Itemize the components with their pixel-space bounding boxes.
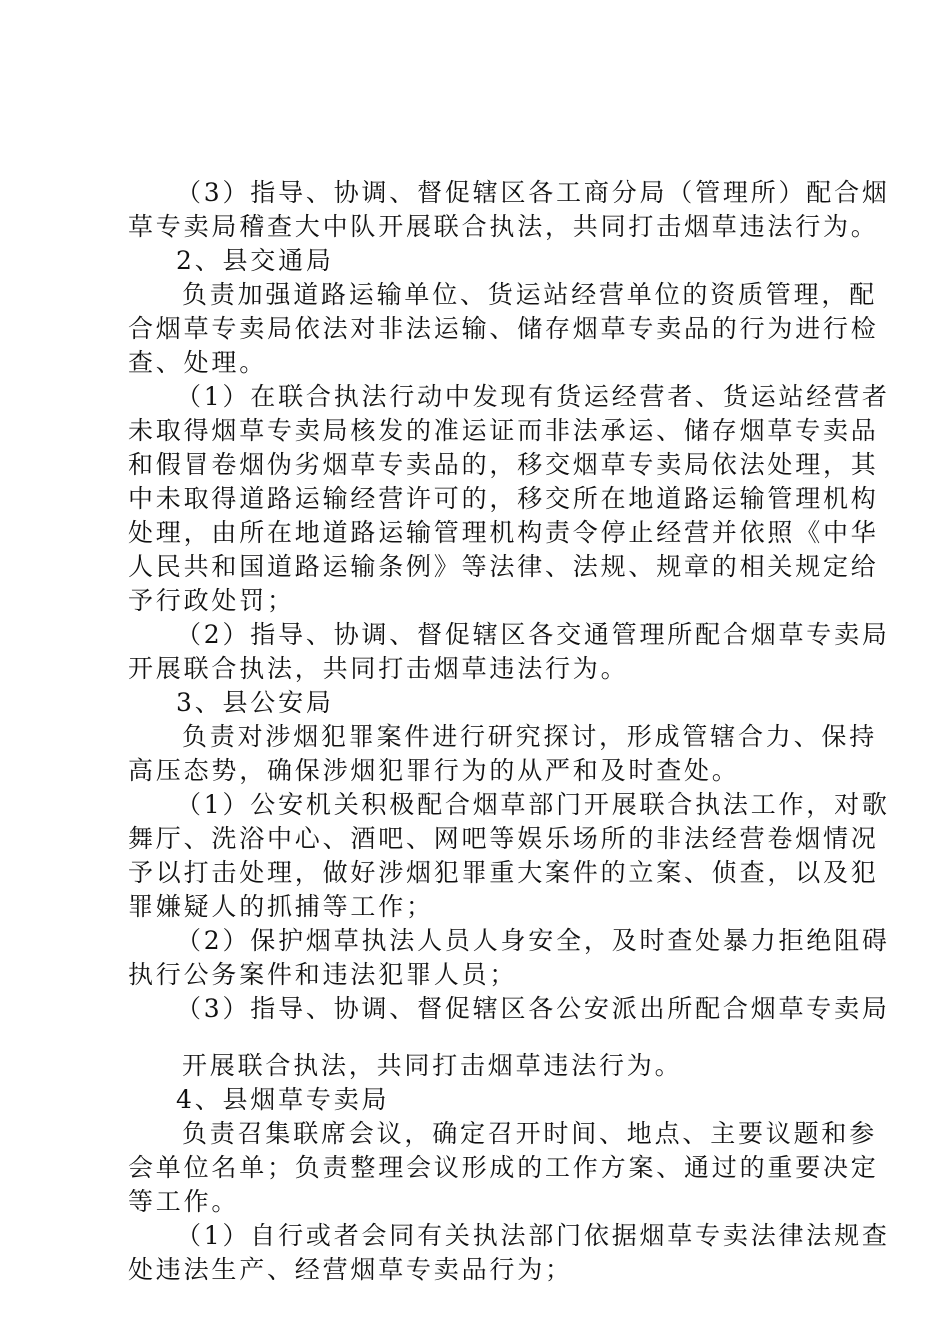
paragraph-line: 负责召集联席会议，确定召开时间、地点、主要议题和参 bbox=[182, 1119, 878, 1148]
paragraph-line: （3）指导、协调、督促辖区各公安派出所配合烟草专卖局 bbox=[176, 994, 890, 1023]
paragraph-line: （3）指导、协调、督促辖区各工商分局（管理所）配合烟 bbox=[176, 178, 890, 207]
paragraph-line: 查、处理。 bbox=[128, 348, 268, 377]
section-heading: 3、县公安局 bbox=[176, 688, 334, 717]
paragraph-line: 予行政处罚； bbox=[128, 586, 295, 615]
paragraph-line: 等工作。 bbox=[128, 1187, 240, 1216]
paragraph-line: 会单位名单；负责整理会议形成的工作方案、通过的重要决定 bbox=[128, 1153, 879, 1182]
paragraph-line: 人民共和国道路运输条例》等法律、法规、规章的相关规定给 bbox=[128, 552, 879, 581]
paragraph-line: 高压态势，确保涉烟犯罪行为的从严和及时查处。 bbox=[128, 756, 740, 785]
paragraph-line: 开展联合执法，共同打击烟草违法行为。 bbox=[128, 654, 629, 683]
paragraph-line: 开展联合执法，共同打击烟草违法行为。 bbox=[182, 1051, 683, 1080]
paragraph-line: 处理，由所在地道路运输管理机构责令停止经营并依照《中华 bbox=[128, 518, 879, 547]
section-heading: 2、县交通局 bbox=[176, 246, 334, 275]
paragraph-line: 草专卖局稽查大中队开展联合执法，共同打击烟草违法行为。 bbox=[128, 212, 879, 241]
paragraph-line: 合烟草专卖局依法对非法运输、储存烟草专卖品的行为进行检 bbox=[128, 314, 879, 343]
paragraph-line: （1）自行或者会同有关执法部门依据烟草专卖法律法规查 bbox=[176, 1221, 890, 1250]
paragraph-line: 和假冒卷烟伪劣烟草专卖品的，移交烟草专卖局依法处理，其 bbox=[128, 450, 879, 479]
paragraph-line: （2）保护烟草执法人员人身安全，及时查处暴力拒绝阻碍 bbox=[176, 926, 890, 955]
paragraph-line: 罪嫌疑人的抓捕等工作； bbox=[128, 892, 434, 921]
paragraph-line: 负责对涉烟犯罪案件进行研究探讨，形成管辖合力、保持 bbox=[182, 722, 878, 751]
paragraph-line: 中未取得道路运输经营许可的，移交所在地道路运输管理机构 bbox=[128, 484, 879, 513]
paragraph-line: （2）指导、协调、督促辖区各交通管理所配合烟草专卖局 bbox=[176, 620, 890, 649]
paragraph-line: （1）公安机关积极配合烟草部门开展联合执法工作，对歌 bbox=[176, 790, 890, 819]
paragraph-line: 处违法生产、经营烟草专卖品行为； bbox=[128, 1255, 573, 1284]
paragraph-line: 负责加强道路运输单位、货运站经营单位的资质管理，配 bbox=[182, 280, 878, 309]
paragraph-line: （1）在联合执法行动中发现有货运经营者、货运站经营者 bbox=[176, 382, 890, 411]
paragraph-line: 未取得烟草专卖局核发的准运证而非法承运、储存烟草专卖品 bbox=[128, 416, 879, 445]
paragraph-line: 执行公务案件和违法犯罪人员； bbox=[128, 960, 518, 989]
paragraph-line: 舞厅、洗浴中心、酒吧、网吧等娱乐场所的非法经营卷烟情况 bbox=[128, 824, 879, 853]
paragraph-line: 予以打击处理，做好涉烟犯罪重大案件的立案、侦查，以及犯 bbox=[128, 858, 879, 887]
section-heading: 4、县烟草专卖局 bbox=[176, 1085, 390, 1114]
